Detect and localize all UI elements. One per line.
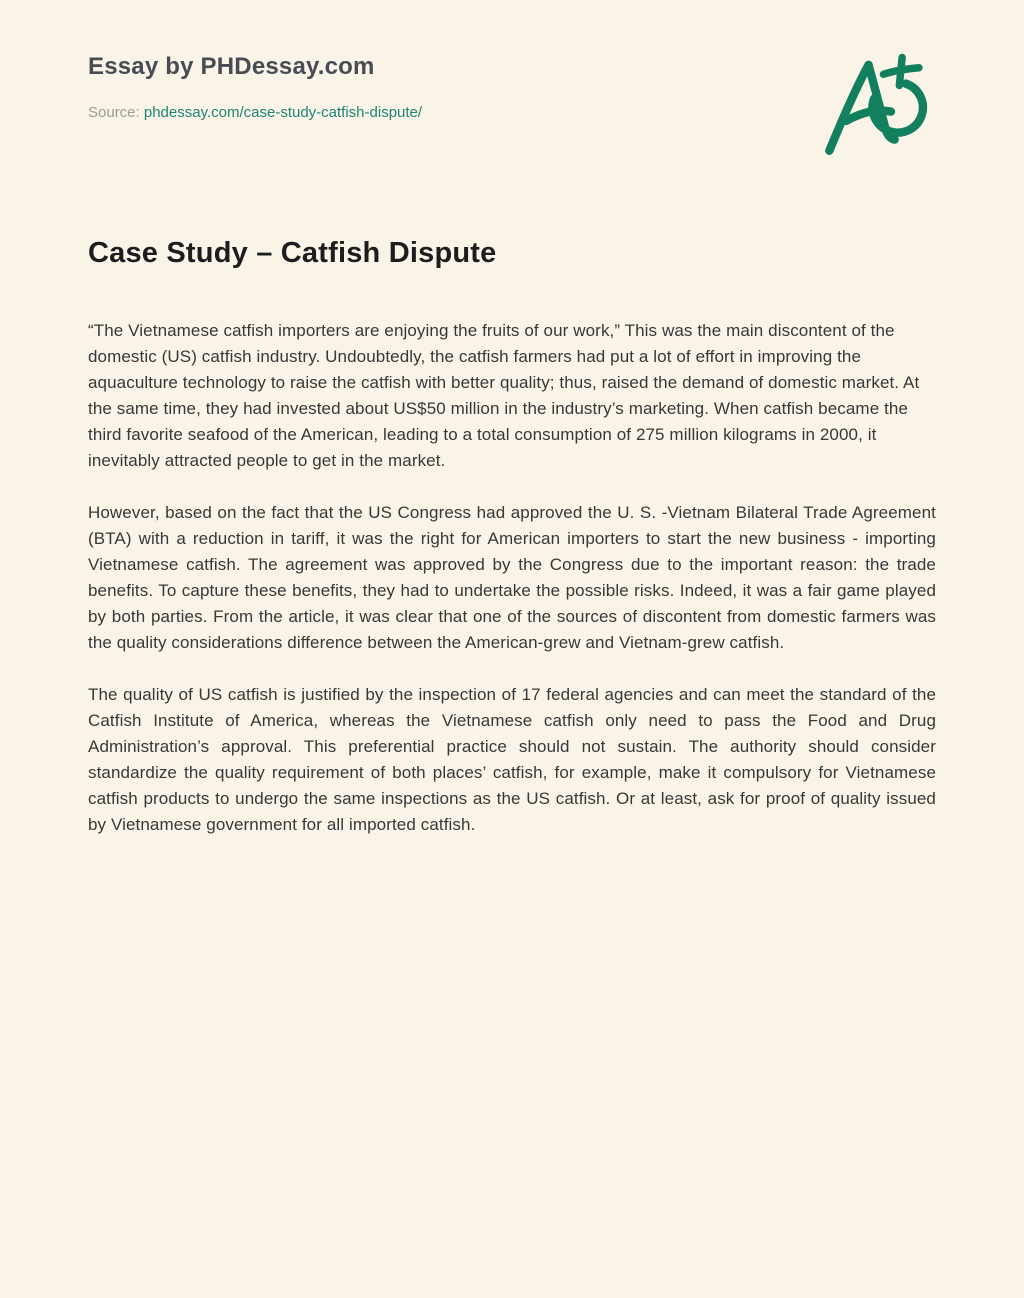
source-link[interactable]: phdessay.com/case-study-catfish-dispute/ — [143, 104, 423, 121]
document-header — [88, 48, 936, 164]
essay-paragraph-2: However, based on the fact that the US Congress had approved the U. S. -Vietnam Bilateral Trade Agreement (BTA) with a reduction in tariff, it was the right for American importers to start the new business - importing Vietnamese catfish. The agreement was approved by the Congress due to the important reason: the trade benefits. To capture these benefits, they had to undertake the possible risks. Indeed, it was a fair game played by both parties. From the article, it was clear that one of the sources of discontent from domestic farmers was the quality considerations difference between the American-grew and Vietnam-grew catfish. — [88, 503, 936, 652]
phdessay-logo — [820, 48, 932, 164]
essay-byline: Essay by PHDessay.com — [88, 53, 375, 80]
source-label: Source: — [88, 104, 140, 121]
essay-body — [88, 318, 936, 838]
header-text-block — [88, 48, 422, 122]
page-title: Case Study – Catfish Dispute — [88, 237, 497, 269]
source-line — [88, 104, 422, 122]
essay-paragraph-1: “The Vietnamese catfish importers are enjoying the fruits of our work,” This was the main discontent of the domestic (US) catfish industry. Undoubtedly, the catfish farmers had put a lot of effort in improving the aquaculture technology to raise the catfish with better quality; thus, raised the demand of domestic market. At the same time, they had invested about US$50 million in the industry’s marketing. When catfish became the third favorite seafood of the American, leading to a total consumption of 275 million kilograms in 2000, it inevitably attracted people to get in the market. — [88, 321, 920, 470]
essay-paragraph-3: The quality of US catfish is justified by the inspection of 17 federal agencies and can meet the standard of the Catfish Institute of America, whereas the Vietnamese catfish only need to pass the Food and Drug Administration’s approval. This preferential practice should not sustain. The authority should consider standardize the quality requirement of both places’ catfish, for example, make it compulsory for Vietnamese catfish products to undergo the same inspections as the US catfish. Or at least, ask for proof of quality issued by Vietnamese government for all imported catfish. — [88, 685, 936, 834]
a-plus-logo-icon — [820, 48, 932, 164]
